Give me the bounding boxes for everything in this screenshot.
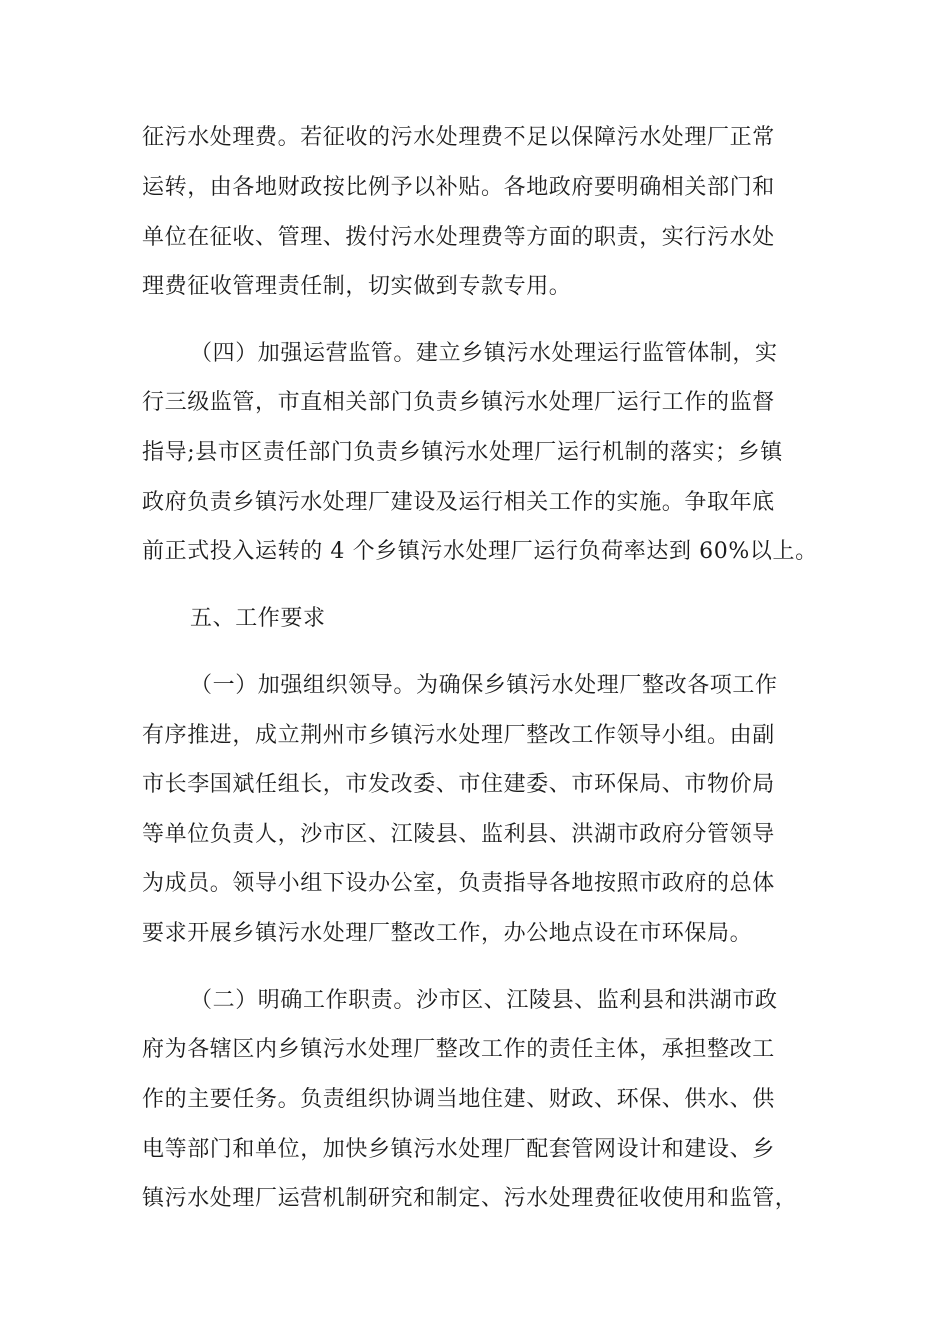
paragraph-line: 为成员。领导小组下设办公室，负责指导各地按照市政府的总体 (142, 871, 775, 896)
paragraph-line: 镇污水处理厂运营机制研究和制定、污水处理费征收使用和监管， (142, 1186, 798, 1211)
paragraph-line: 前正式投入运转的 4 个乡镇污水处理厂运行负荷率达到 60%以上。 (142, 539, 818, 564)
paragraph-line: 等单位负责人，沙市区、江陵县、监利县、洪湖市政府分管领导 (142, 822, 775, 847)
paragraph-line: （一）加强组织领导。为确保乡镇污水处理厂整改各项工作 (190, 673, 778, 698)
paragraph-line: （二）明确工作职责。沙市区、江陵县、监利县和洪湖市政 (190, 988, 778, 1013)
section-heading: 五、工作要求 (190, 606, 326, 631)
paragraph-line: 府为各辖区内乡镇污水处理厂整改工作的责任主体，承担整改工 (142, 1037, 775, 1062)
paragraph-line: 理费征收管理责任制，切实做到专款专用。 (142, 274, 572, 299)
paragraph-line: 作的主要任务。负责组织协调当地住建、财政、环保、供水、供 (142, 1087, 775, 1112)
paragraph-line: 行三级监管，市直相关部门负责乡镇污水处理厂运行工作的监督 (142, 390, 775, 415)
paragraph-line: 运转，由各地财政按比例予以补贴。各地政府要明确相关部门和 (142, 175, 775, 200)
paragraph-line: 单位在征收、管理、拨付污水处理费等方面的职责，实行污水处 (142, 225, 775, 250)
paragraph-line: 要求开展乡镇污水处理厂整改工作，办公地点设在市环保局。 (142, 921, 753, 946)
paragraph-line: 电等部门和单位，加快乡镇污水处理厂配套管网设计和建设、乡 (142, 1137, 775, 1162)
paragraph-line: 指导;县市区责任部门负责乡镇污水处理厂运行机制的落实；乡镇 (142, 440, 783, 465)
paragraph-line: （四）加强运营监管。建立乡镇污水处理运行监管体制，实 (190, 341, 778, 366)
paragraph-line: 有序推进，成立荆州市乡镇污水处理厂整改工作领导小组。由副 (142, 723, 775, 748)
paragraph-line: 政府负责乡镇污水处理厂建设及运行相关工作的实施。争取年底 (142, 490, 775, 515)
paragraph-line: 市长李国斌任组长，市发改委、市住建委、市环保局、市物价局 (142, 772, 775, 797)
paragraph-line: 征污水处理费。若征收的污水处理费不足以保障污水处理厂正常 (142, 125, 775, 150)
